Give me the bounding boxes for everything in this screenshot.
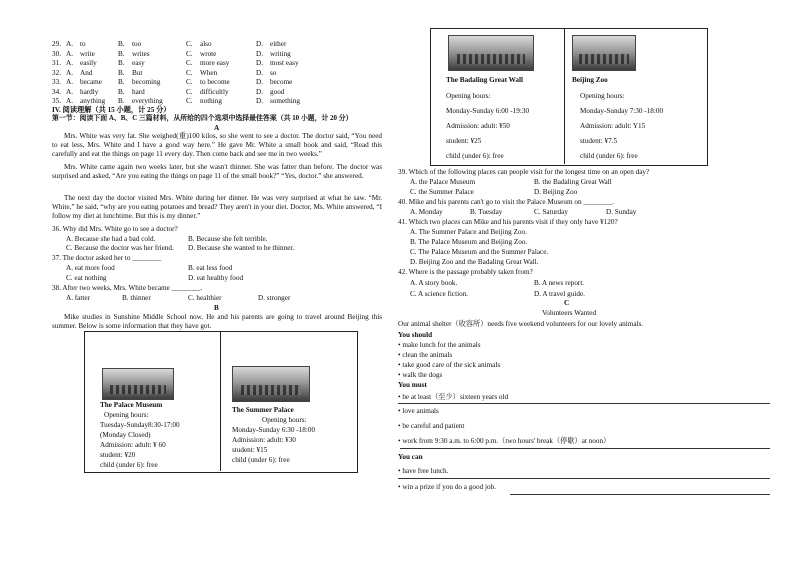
option-text: also [200,40,212,48]
answer-option: B. The Palace Museum and Beijing Zoo. [410,238,528,246]
option-text: hardly [80,87,99,96]
list-item: • work from 9:30 a.m. to 6:00 p.m.（two hours' break（停歇）at noon） [398,437,611,445]
option-text: either [270,40,287,48]
option-text: to become [200,78,230,86]
option-letter: D. [256,59,263,67]
answer-option: B. Tuesday [470,208,503,216]
should-label: You should [398,331,433,339]
q-number: 31. [52,59,61,67]
answer-option: D. Because she wanted to be thinner. [188,244,295,252]
answer-option: D. eat healthy food [188,274,244,282]
divider-line [398,403,770,404]
info-line: child (under 6): free [100,461,158,469]
option-letter: A. [66,59,73,67]
option-text: difficultly [200,87,229,96]
answer-option: C. Because the doctor was her friend. [66,244,174,252]
option-letter: B. [118,97,125,105]
section-title: IV. 阅读理解（共 15 小题，计 25 分） [52,106,171,114]
place-name: Beijing Zoo [572,76,608,84]
list-item-text: have free lunch. [402,467,449,475]
answer-option: D. Sunday [606,208,637,216]
info-line: Monday-Sunday 6:30 -18:00 [232,426,316,434]
answer-option: A. fatter [66,294,90,302]
list-item: • clean the animals [398,351,453,359]
shelter-intro: Our animal shelter（收容所）needs five weekend volunteers for our lovely animals. [398,320,644,328]
option-text: so [270,68,277,77]
divider-line [398,478,770,479]
list-item-text: make lunch for the animals [402,341,481,349]
info-line: Monday-Sunday 6:00 -19:30 [446,107,530,115]
passage-a-paragraph: Mrs. White was very fat. She weighed(重)100 kilos, so she went to see a doctor. The doctor said, “You need to eat less, Mrs. White and I have a good way here.” He gave Mr. White a small book and said, “Read this carefully and eat the things on page 11 every day. Then come back and see me in two weeks.” [52,132,382,158]
option-letter: B. [118,59,125,67]
option-text: to [80,40,86,48]
q-number: 32. [52,68,61,77]
option-letter: D. [256,78,263,86]
answer-option: B. A news report. [534,279,585,287]
option-letter: D. [256,40,263,48]
question-stem: 37. The doctor asked her to ________ [52,254,162,262]
info-line: (Monday Closed) [100,431,151,439]
answer-option: A. The Summer Palace and Beijing Zoo. [410,228,527,236]
info-line: child (under 6): free [232,456,290,464]
info-line: child (under 6): free [580,152,638,160]
table-divider [220,331,221,471]
answer-option: D. Beijing Zoo and the Badaling Great Wall. [410,258,539,266]
question-stem: 36. Why did Mrs. White go to see a doctor? [52,225,178,233]
option-text: too [132,40,142,48]
answer-option: B. thinner [122,294,151,302]
info-line: Admission: adult: Y15 [580,122,646,130]
answer-option: A. Because she had a bad cold. [66,235,156,243]
option-text: more easy [200,59,230,67]
passage-c-label: C [564,299,570,307]
info-line: Opening hours: [446,92,491,100]
place-name: The Palace Museum [100,401,163,409]
option-text: hard [132,87,145,96]
list-item-text: be careful and patient [402,422,465,430]
passage-b-intro: Mike studies in Sunshine Middle School now. He and his parents are going to travel around Beijing this summer. Below is some information that they have got. [52,313,382,330]
answer-option: C. the Summer Palace [410,188,474,196]
option-letter: A. [66,87,73,96]
option-letter: C. [186,78,193,86]
option-text: most easy [270,59,299,67]
option-letter: D. [256,87,263,96]
info-line: student: ¥7.5 [580,137,618,145]
option-letter: C. [186,40,193,48]
list-item-text: win a prize if you do a good job. [402,483,496,491]
option-letter: C. [186,87,193,96]
info-line: Tuesday-Sunday8:30-17:00 [100,421,180,429]
list-item: • win a prize if you do a good job. [398,483,496,491]
option-letter: A. [66,78,73,86]
section-subtitle: 第一节：阅读下面 A、B、C 三篇材料，从所给的四个选项中选择最佳答案（共 10 小题，计 20 分） [52,115,353,122]
answer-option: A. A story book. [410,279,458,287]
list-item: • be careful and patient [398,422,465,430]
option-text: became [80,78,102,86]
question-stem: 41. Which two places can Mike and his parents visit if they only have ¥120? [398,218,618,226]
option-letter: A. [66,68,73,77]
divider-line [510,494,770,495]
option-letter: A. [66,40,73,48]
option-letter: A. [66,97,73,105]
q-number: 34. [52,87,61,96]
option-text: easily [80,59,97,67]
info-line: Admission: adult: ¥30 [232,436,296,444]
option-text: When [200,68,218,77]
option-text: easy [132,59,145,67]
question-stem: 42. Where is the passage probably taken from? [398,268,533,276]
list-item-text: love animals [402,407,439,415]
list-item: • be at least（至少）sixteen years old [398,393,509,401]
option-letter: D. [256,68,263,77]
option-text: writes [132,49,150,58]
answer-option: D. stronger [258,294,291,302]
list-item-text: take good care of the sick animals [402,361,501,369]
option-text: everything [132,97,163,105]
passage-b-label: B [214,304,219,312]
list-item: • make lunch for the animals [398,341,481,349]
option-text: become [270,78,293,86]
q-number: 35. [52,97,61,105]
passage-a-paragraph: The next day the doctor visited Mrs. White during her dinner. He was very surprised at what he saw. “Mr. White,” he said, “why are you eating potatoes and bread? They aren't in your diet. Doctor, Ms. White answered, “I follow my diet at lunchtime. But this is my dinner.” [52,194,382,220]
option-text: something [270,97,300,105]
answer-option: C. The Palace Museum and the Summer Palace. [410,248,549,256]
option-text: good [270,87,285,96]
option-letter: B. [118,87,125,96]
option-text: wrote [200,49,217,58]
beijing-zoo-photo [572,35,636,71]
answer-option: A. the Palace Museum [410,178,476,186]
q-number: 30. [52,49,61,58]
q-number: 29. [52,40,61,48]
option-letter: C. [186,68,193,77]
list-item: • walk the dogs [398,371,443,379]
list-item-text: walk the dogs [402,371,443,379]
q-number: 33. [52,78,61,86]
info-line: Opening hours: [104,411,149,419]
answer-option: B. the Badaling Great Wall [534,178,612,186]
info-line: Admission: adult: ¥ 60 [100,441,166,449]
great-wall-photo [448,35,534,71]
list-item: • take good care of the sick animals [398,361,501,369]
info-line: child (under 6): free [446,152,504,160]
volunteers-title: Volunteers Wanted [542,309,597,317]
info-line: Admission: adult: ¥50 [446,122,510,130]
option-letter: C. [186,97,193,105]
list-item-text: clean the animals [402,351,453,359]
list-item-text: be at least（至少）sixteen years old [402,393,509,401]
answer-option: C. Saturday [534,208,568,216]
option-text: writing [270,49,291,58]
answer-option: B. Because she felt terrible. [188,235,268,243]
info-line: Monday-Sunday 7:30 -18:00 [580,107,664,115]
info-line: Opening hours: [580,92,625,100]
info-line: student: ¥25 [446,137,482,145]
palace-museum-photo [102,368,174,400]
answer-option: C. eat nothing [66,274,107,282]
option-text: becoming [132,78,161,86]
passage-a-paragraph: Mrs. White came again two weeks later, but she wasn't thinner. She was fatter than before. The doctor was surprised and asked, “Are you eating the things on page 11 of the small book?” “Yes, doctor.” she answered. [52,163,382,180]
place-name: The Badaling Great Wall [446,76,524,84]
option-letter: A. [66,49,73,58]
option-letter: B. [118,68,125,77]
passage-a-label: A [214,124,220,132]
answer-option: C. A science fiction. [410,290,469,298]
option-text: And [80,68,93,77]
question-stem: 39. Which of the following places can people visit for the longest time on an open day? [398,168,650,176]
list-item: • have free lunch. [398,467,449,475]
option-letter: B. [118,78,125,86]
answer-option: C. healthier [188,294,222,302]
info-line: student: ¥15 [232,446,268,454]
summer-palace-photo [232,366,310,402]
question-stem: 40. Mike and his parents can't go to visit the Palace Museum on ________. [398,198,614,206]
option-letter: D. [256,49,263,58]
must-label: You must [398,381,427,389]
option-text: write [80,49,95,58]
answer-option: A. Monday [410,208,443,216]
answer-option: D. A travel guide. [534,290,585,298]
option-text: But [132,68,143,77]
option-text: anything [80,97,106,105]
list-item-text: work from 9:30 a.m. to 6:00 p.m.（two hours' break（停歇）at noon） [402,437,611,445]
answer-option: B. eat less food [188,264,233,272]
question-stem: 38. After two weeks, Mrs. White became ________. [52,284,203,292]
option-letter: C. [186,59,193,67]
answer-option: A. eat more food [66,264,115,272]
table-divider [564,28,565,164]
info-line: student: ¥20 [100,451,136,459]
list-item: • love animals [398,407,439,415]
option-letter: C. [186,49,193,58]
option-letter: B. [118,49,125,58]
option-letter: D. [256,97,263,105]
option-text: nothing [200,97,222,105]
divider-line [400,448,770,449]
place-name: The Summer Palace [232,406,294,414]
info-line: Opening hours: [262,416,307,424]
option-letter: B. [118,40,125,48]
can-label: You can [398,453,423,461]
answer-option: D. Beijing Zoo [534,188,578,196]
